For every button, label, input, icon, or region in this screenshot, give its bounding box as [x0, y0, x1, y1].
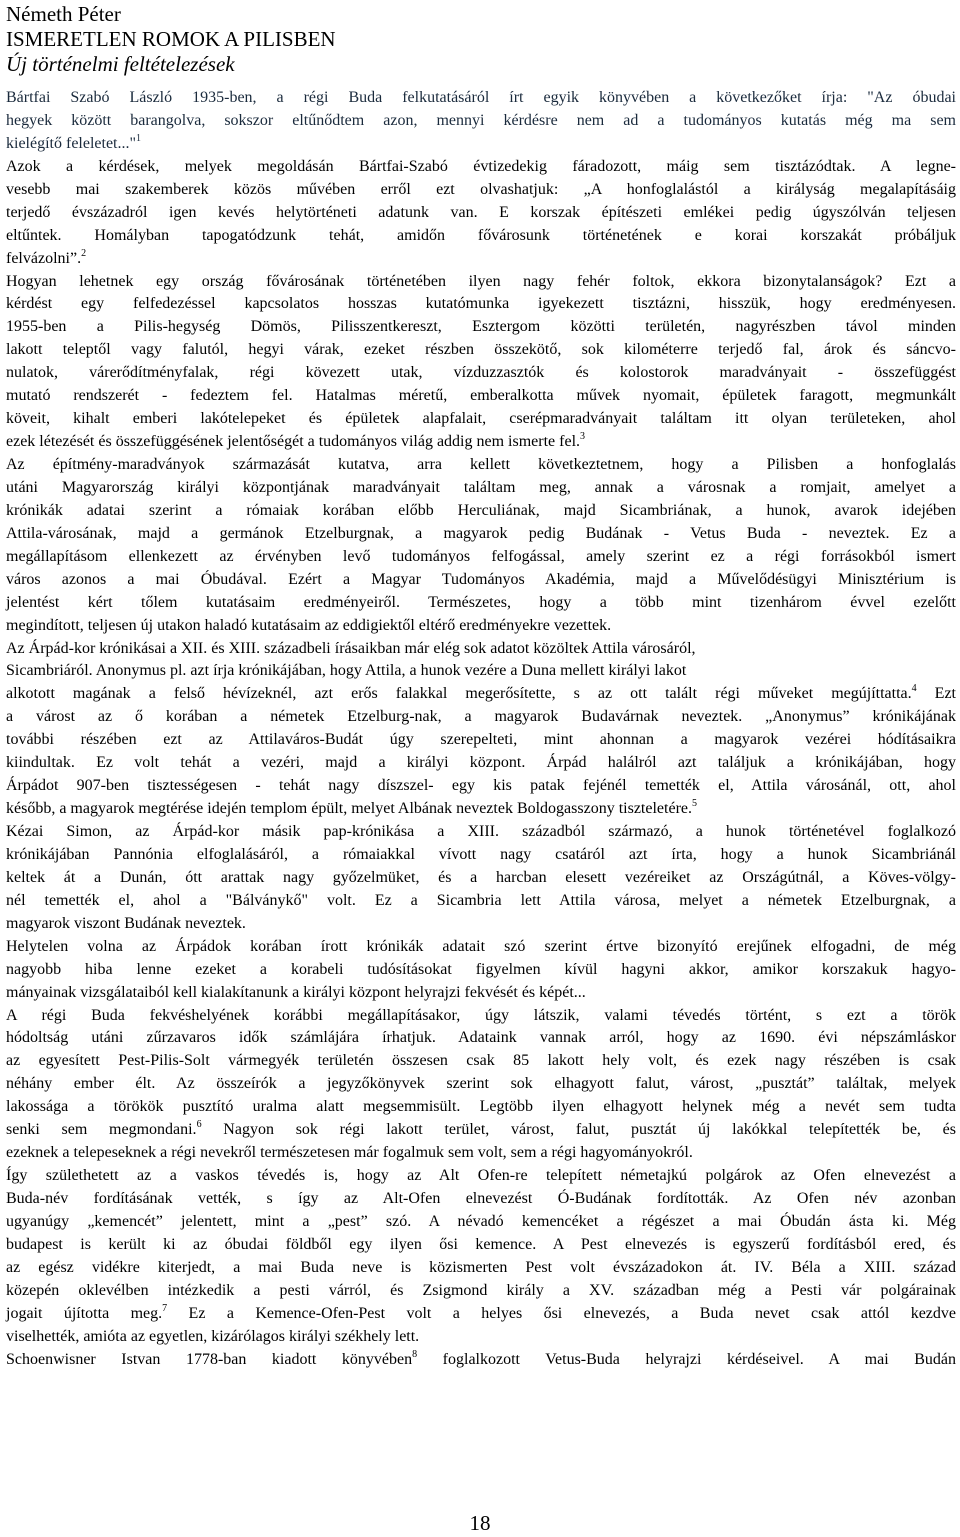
line-text: az egyesített Pest-Pilis-Solt vármegyék területén összesen csak 85 lakott hely volt, és ezek nagy részében is csak: [6, 1052, 956, 1070]
line-text: Az építmény-maradványok származását kutatva, arra kellett következtetnem, hogy a Pilisben a honfoglalás: [6, 456, 956, 473]
line-text: megindított, teljesen új utakon haladó kutatásaim az eddigiektől eltérő eredményekre vezettek.: [6, 616, 612, 634]
text-line: [6, 408, 956, 431]
text-line: [6, 569, 956, 592]
text-line: [6, 1050, 956, 1073]
line-text: később, a magyarok megtérése idején templom épült, melyet Albának neveztek Boldogasszony tiszteletére.: [6, 800, 692, 818]
line-text: mányainak vizsgálataiból kell kialakítanunk a királyi központ helyrajzi fekvését és képét...: [6, 983, 586, 1001]
footnote-ref: 6: [196, 1119, 202, 1131]
line-text: lakossága a törökök pusztító uralma alatt megsemmisült. Legtöbb ilyen elhagyott helynek még a nevét sem tudta: [6, 1098, 956, 1116]
line-text: Buda-név fordításának vették, s így az Alt-Ofen elnevezést Ó-Budának fordították. Az Ofen név azonban: [6, 1190, 956, 1207]
line-text: keltek át a Dunán, ótt arattak nagy győzelmüket, és a harcban elesett vezéreiket az Országútnál, a Köves-völgy-: [6, 868, 956, 886]
line-text: Hogyan lehetnek egy ország fővárosának történetében ilyen nagy fehér foltok, ekkora bizonytalanságok? Ezt a: [6, 272, 956, 290]
text-line: [6, 890, 956, 913]
line-text: felvázolni”.: [6, 249, 82, 267]
text-line: [6, 706, 956, 729]
line-text: Attila-városának, majd a germánok Etzelburgnak, a magyarok pedig Budának - Vetus Buda - neveztek. Ez a: [6, 524, 956, 542]
line-text: vesebb mai szakemberek közös művében erről ezt olvashatjuk: „A honfoglalástól a királyság megalapításáig: [6, 180, 956, 198]
line-text: Helytelen volna az Árpádok korában írott krónikák adatait szó szerint értve bizonyító erejűnek elfogadni, de még: [6, 937, 956, 955]
footnote-ref: 8: [412, 1348, 418, 1360]
line-text: kérdést egy felfedezéssel kapcsolatos hosszas kutatómunka igyekezett tisztázni, hisszük, hogy eredményesen.: [6, 295, 956, 313]
body-text: [6, 87, 956, 1372]
line-text-continued: Nagyon sok régi lakott terület, várost, falut, pusztát új lakókkal telepítették be, és: [201, 1121, 956, 1139]
text-line: [6, 821, 956, 844]
line-text-continued: foglalkozott Vetus-Buda helyrajzi kérdéseivel. A mai Budán: [417, 1350, 956, 1368]
line-text: lakott teleptől vagy falutól, hegyi várak, ezeket részben összekötő, sok kilométerre terjedő fal, árok és sáncvo-: [6, 341, 956, 359]
author-name: Németh Péter: [6, 2, 121, 26]
text-line: [6, 431, 956, 454]
line-text: mutató rendszerét - fedeztem fel. Hatalmas méretű, emberalkotta művek nyomait, épületek faragott, megmunkált: [6, 387, 956, 405]
text-line: [6, 752, 956, 775]
line-text: nulatok, várerődítményfalak, régi kövezett utak, vízduzzasztók és kolostorok maradványait - összefüggést: [6, 364, 956, 382]
footnote-ref: 3: [580, 431, 586, 443]
text-line: [6, 660, 956, 683]
line-text: hódoltság utáni zűrzavaros idők számlájára írhatjuk. Adataink vannak arról, hogy az 1690. évi népszámláskor: [6, 1029, 956, 1047]
line-text: utáni Magyarország királyi központjának maradványait találtam meg, annak a városnak a romjait, amelyet a: [6, 478, 956, 496]
line-text: város azonos a mai Óbudával. Ezért a Magyar Tudományos Akadémia, majd a Művelődésügyi Minisztérium is: [6, 570, 956, 588]
line-text-continued: Ezt: [916, 685, 956, 703]
text-line: [6, 1349, 956, 1372]
line-text: magyarok viszont Budának neveztek.: [6, 914, 246, 932]
text-line: [6, 133, 956, 156]
line-text: ezek létezését és összefüggésének jelentőségét a tudományos világ addig nem ismerte fel.: [6, 433, 581, 451]
text-line: [6, 798, 956, 821]
text-line: [6, 385, 956, 408]
text-line: [6, 477, 956, 500]
text-line: [6, 1303, 956, 1326]
text-line: [6, 454, 956, 477]
line-text: 1955-ben a Pilis-hegység Dömös, Pilisszentkereszt, Esztergom közötti területén, nagyrészben távol minden: [6, 318, 956, 336]
text-line: [6, 316, 956, 339]
line-text: nél temették el, ahol a "Bálványkő" volt. Ez a Sicambria lett Attila városa, melyet a németek Etzelburgnak, a: [6, 891, 956, 909]
line-text: budapest is került ki az óbudai földből egy ilyen ősi kemence. A Pest elnevezés is egyszerű fordításból ered, és: [6, 1235, 956, 1253]
line-text: Így születhetett az a vaskos tévedés is, hogy az Alt Ofen-re telepített németajkú polgárok az Ofen elnevezést a: [6, 1167, 956, 1185]
text-line: [6, 775, 956, 798]
text-line: [6, 982, 956, 1005]
line-text: eltűntek. Homályban tapogatódzunk tehát, amidőn fővárosunk történetének e korai korszakát próbáljuk: [6, 226, 956, 244]
text-line: [6, 293, 956, 316]
text-line: [6, 523, 956, 546]
text-line: [6, 156, 956, 179]
text-line: [6, 844, 956, 867]
text-line: [6, 87, 956, 110]
footnote-ref: 5: [692, 798, 697, 810]
text-line: [6, 179, 956, 202]
text-line: [6, 936, 956, 959]
line-text: jogait újította meg.: [6, 1304, 163, 1322]
text-line: [6, 248, 956, 271]
line-text: ezeknek a telepeseknek a régi nevekről természetesen már fogalmuk sem volt, sem a régi hagyományokról.: [6, 1144, 693, 1162]
footnote-ref: 1: [136, 132, 142, 144]
document-header: [6, 2, 336, 77]
footnote-ref: 7: [162, 1302, 168, 1314]
text-line: [6, 1188, 956, 1211]
line-text: kiindultak. Ez volt tehát a vezéri, majd a királyi központ. Árpád halálról azt találjuk a krónikájában, hogy: [6, 754, 956, 772]
line-text: néhány ember élt. Az összeírók a jegyzőkönyvek szerint sok elhagyott falut, várost, „pusztát” találtak, melyek: [6, 1075, 956, 1093]
text-line: [6, 1142, 956, 1165]
text-line: [6, 110, 956, 133]
text-line: [6, 1280, 956, 1303]
line-text: közepén oklevélben intézkedik a pesti várról, és Zsigmond király a XV. században még a Pesti vár polgárainak: [6, 1281, 956, 1299]
line-text: Schoenwisner Istvan 1778-ban kiadott könyvében: [6, 1350, 413, 1368]
text-line: [6, 546, 956, 569]
line-text: jelentést kért tőlem kutatásaim eredményeiről. Természetes, hogy a több mint tizenhárom évvel ezelőtt: [6, 593, 956, 611]
line-text: további részében ezt az Attilaváros-Budát úgy szerepelteti, mint ahonnan a magyarok vezérei hódításaikra: [6, 731, 956, 749]
text-line: [6, 638, 956, 661]
text-line: [6, 225, 956, 248]
text-line: [6, 867, 956, 890]
text-line: [6, 1005, 956, 1028]
text-line: [6, 913, 956, 936]
line-text: krónikájában Pannónia elfoglalásáról, a rómaiakkal vívott nagy csatáról azt írta, hogy a hunok Sicambriánál: [6, 845, 956, 863]
footnote-ref: 2: [81, 247, 87, 259]
line-text: Azok a kérdések, melyek megoldásán Bártfai-Szabó évtizedekig fáradozott, máig sem tisztázódtak. A legne-: [6, 157, 956, 175]
line-text: kielégítő feleletet...": [6, 134, 137, 152]
document-subtitle: Új történelmi feltételezések: [6, 52, 235, 76]
text-line: [6, 729, 956, 752]
text-line: [6, 1073, 956, 1096]
line-text: hegyek között barangolva, sokszor eltűnődtem azon, mennyi kérdésre nem ad a tudományos kutatás még ma sem: [6, 111, 956, 129]
text-line: [6, 592, 956, 615]
text-line: [6, 339, 956, 362]
text-line: [6, 1027, 956, 1050]
line-text: senki sem megmondani.: [6, 1121, 197, 1139]
line-text-continued: Ez a Kemence-Ofen-Pest volt a helyes ősi elnevezés, a Buda nevet csak attól kezdve: [167, 1304, 957, 1322]
line-text: terjedő évszázadról igen kevés helytörténeti adatunk van. E korszak építészeti emlékei pedig úgyszólván teljesen: [6, 203, 956, 221]
line-text: Bártfai Szabó László 1935-ben, a régi Buda felkutatásáról írt egyik könyvében a következőket írja: "Az óbudai: [6, 89, 956, 106]
text-line: [6, 1096, 956, 1119]
line-text: krónikák adatai szerint a rómaiak korában előbb Herculiának, majd Sicambriának, a hunok, avarok idejében: [6, 501, 956, 519]
line-text: köveit, kihalt emberi lakótelepeket és épületek alapfalait, cserépmaradványait találtam itt olyan területeken, ahol: [6, 410, 956, 428]
line-text: A régi Buda fekvéshelyének korábbi megállapításakor, úgy látszik, valami tévedés történt, s ezt a török: [6, 1006, 956, 1024]
text-line: [6, 1257, 956, 1280]
footnote-ref: 4: [911, 683, 917, 695]
text-line: [6, 202, 956, 225]
line-text: megállapításom ellenkezett az érvényben levő tudományos felfogással, amely szerint ez a régi forrásokból ismert: [6, 547, 956, 565]
text-line: [6, 1119, 956, 1142]
text-line: [6, 1165, 956, 1188]
text-line: [6, 1211, 956, 1234]
text-line: [6, 615, 956, 638]
page-number: 18: [469, 1511, 491, 1535]
line-text: az egész vidékre kiterjedt, a mai Buda neve is közismerten Pest volt évszázadokon át. IV. Béla a XIII. század: [6, 1258, 956, 1276]
text-line: [6, 1326, 956, 1349]
text-line: [6, 362, 956, 385]
text-line: [6, 500, 956, 523]
line-text: nagyobb hiba lenne ezeket a korabeli tudósításokat figyelmen kívül hagyni akkor, amikor korszakuk hagyo-: [6, 960, 956, 978]
line-text: alkotott magának a felső hévízeknél, azt erős falakkal megerősítette, s az ott talált régi műveket megújíttatta.: [6, 685, 912, 703]
line-text: Az Árpád-kor krónikásai a XII. és XIII. századbeli írásaikban már elég sok adatot közöltek Attila városáról,: [6, 639, 696, 657]
document-title: ISMERETLEN ROMOK A PILISBEN: [6, 27, 336, 51]
line-text: a várost az ő korában a németek Etzelburg-nak, a magyarok Budavárnak neveztek. „Anonymus” krónikájának: [6, 708, 956, 726]
text-line: [6, 271, 956, 294]
text-line: [6, 1234, 956, 1257]
text-line: [6, 683, 956, 706]
line-text: viselhették, amióta az egyetlen, kizárólagos királyi székhely lett.: [6, 1327, 420, 1345]
line-text: Sicambriáról. Anonymus pl. azt írja krónikájában, hogy Attila, a hunok vezére a Duna mellett királyi lakot: [6, 662, 687, 680]
line-text: Árpádot 907-ben tisztességesen - tehát nagy díszszel- egy kis patak fejénél temették el, Attila városánál, ott, ahol: [6, 777, 956, 795]
text-line: [6, 959, 956, 982]
line-text: Kézai Simon, az Árpád-kor másik pap-krónikása a XIII. századból származó, a hunok történetével foglalkozó: [6, 823, 956, 840]
line-text: ugyanúgy „kemencét” jelentett, mint a „pest” szó. A névadó kemencéket a régészet a mai Óbudán ásta ki. Még: [6, 1212, 956, 1230]
